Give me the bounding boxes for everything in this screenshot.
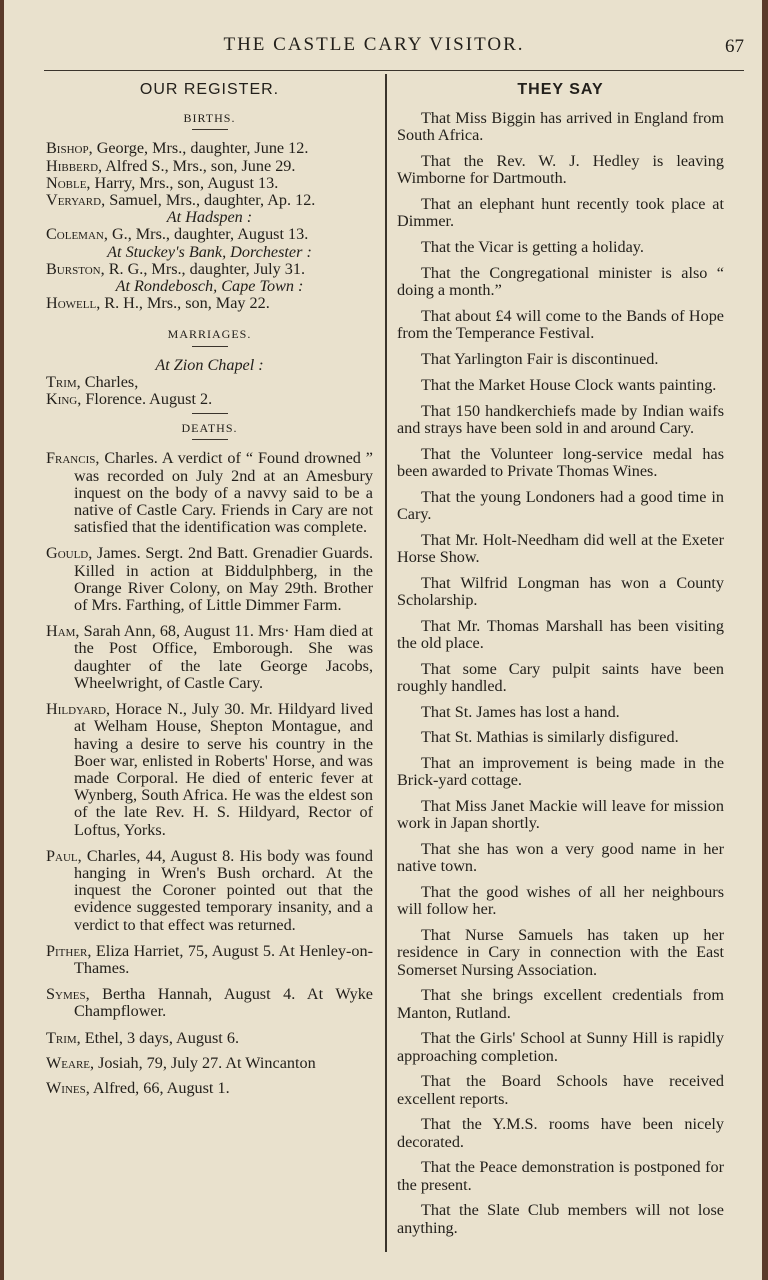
they-say-item: That the Board Schools have received excellent reports. <box>397 1072 724 1108</box>
marriage-entry: King, Florence. August 2. <box>46 390 213 409</box>
marriage-entry: Trim, Charles, <box>46 372 139 391</box>
marriages-heading: MARRIAGES. <box>167 327 252 342</box>
they-say-item: That Yarlington Fair is discontinued. <box>421 350 659 368</box>
death-entry: Trim, Ethel, 3 days, August 6. <box>46 1028 239 1047</box>
birth-entry: Bishop, George, Mrs., daughter, June 12. <box>46 139 309 158</box>
death-entry: Wines, Alfred, 66, August 1. <box>46 1078 230 1097</box>
magazine-page <box>4 0 762 1280</box>
death-entry: Francis, Charles. A verdict of “ Found drowned ” was recorded on July 2nd at an Amesbury inquest on the body of a navvy said to be a native of Castle Cary. Friends in Cary are not satisfied that the identification was complete. <box>46 449 373 537</box>
they-say-item: That Miss Janet Mackie will leave for mission work in Japan shortly. <box>397 797 724 833</box>
death-entry: Symes, Bertha Hannah, August 4. At Wyke Champflower. <box>46 985 373 1021</box>
deaths-heading: DEATHS. <box>181 421 238 436</box>
they-say-item: That an improvement is being made in the Brick-yard cottage. <box>397 754 724 790</box>
they-say-item: That Mr. Thomas Marshall has been visiting the old place. <box>397 616 724 652</box>
they-say-item: That Nurse Samuels has taken up her residence in Cary in connection with the East Somerset Nursing Association. <box>397 926 724 979</box>
magazine-title: THE CASTLE CARY VISITOR. <box>223 34 525 55</box>
birth-entry: Hibberd, Alfred S., Mrs., son, June 29. <box>46 156 296 175</box>
birth-place: At Hadspen : <box>166 208 253 227</box>
rule <box>192 346 228 347</box>
they-say-item: That the Rev. W. J. Hedley is leaving Wimborne for Dartmouth. <box>397 152 724 188</box>
they-say-item: That the Congregational minister is also “ doing a month.” <box>397 264 724 300</box>
death-entry: Ham, Sarah Ann, 68, August 11. Mrs· Ham died at the Post Office, Emborough. She was daughter of the late George Jacobs, Wheelwright, of Castle Cary. <box>46 622 373 692</box>
they-say-item: That she brings excellent credentials from Manton, Rutland. <box>397 986 724 1022</box>
they-say-item: That about £4 will come to the Bands of Hope from the Temperance Festival. <box>397 307 724 343</box>
they-say-item: That the Peace demonstration is postponed for the present. <box>397 1158 724 1194</box>
they-say-item: That the Slate Club members will not lose anything. <box>397 1201 724 1237</box>
birth-entry: Coleman, G., Mrs., daughter, August 13. <box>46 225 309 244</box>
page-header <box>44 30 744 71</box>
column-divider <box>385 74 387 1252</box>
register-heading: OUR REGISTER. <box>139 81 280 98</box>
death-entry: Hildyard, Horace N., July 30. Mr. Hildyard lived at Welham House, Shepton Montague, and having a desire to serve his country in the Boer war, enlisted in Roberts' Horse, and was made Corporal. He died of enteric fever at Wynberg, South Africa. He was the eldest son of the late Rev. H. S. Hildyard, Rector of Loftus, Yorks. <box>46 700 373 839</box>
they-say-item: That the Y.M.S. rooms have been nicely decorated. <box>397 1115 724 1151</box>
they-say-item: That an elephant hunt recently took place at Dimmer. <box>397 195 724 231</box>
birth-place: At Stuckey's Bank, Dorchester : <box>107 242 312 261</box>
they-say-item: That some Cary pulpit saints have been roughly handled. <box>397 659 724 695</box>
page-number: 67 <box>725 36 744 57</box>
register-column <box>46 78 373 1105</box>
they-say-item: That 150 handkerchiefs made by Indian waifs and strays have been sold in and around Cary. <box>397 401 724 437</box>
they-say-item: That the good wishes of all her neighbours will follow her. <box>397 883 724 919</box>
they-say-item: That she has won a very good name in her native town. <box>397 840 724 876</box>
birth-entry: Burston, R. G., Mrs., daughter, July 31. <box>46 259 305 278</box>
they-say-item: That the Market House Clock wants painting. <box>421 375 717 394</box>
they-say-heading: THEY SAY <box>517 81 604 98</box>
birth-entry: Noble, Harry, Mrs., son, August 13. <box>46 173 279 192</box>
they-say-item: That St. Mathias is similarly disfigured. <box>421 728 679 747</box>
birth-entry: Veryard, Samuel, Mrs., daughter, Ap. 12. <box>46 191 316 210</box>
marriage-place: At Zion Chapel : <box>155 355 264 374</box>
they-say-item: That Wilfrid Longman has won a County Scholarship. <box>397 573 724 609</box>
they-say-item: That the young Londoners had a good time in Cary. <box>397 487 724 523</box>
death-entry: Gould, James. Sergt. 2nd Batt. Grenadier Guards. Killed in action at Biddulphberg, in the Orange River Colony, on May 29th. Brother of Mrs. Farthing, of Little Dimmer Farm. <box>46 544 373 615</box>
they-say-item: That St. James has lost a hand. <box>421 702 620 721</box>
births-list <box>46 140 373 312</box>
death-entry: Paul, Charles, 44, August 8. His body was found hanging in Wren's Bush orchard. At the inquest the Coroner pointed out that the evidence suggested temporary insanity, and a verdict to that effect was returned. <box>46 846 373 934</box>
they-say-item: That the Volunteer long-service medal has been awarded to Private Thomas Wines. <box>397 444 724 480</box>
rule <box>192 413 228 414</box>
they-say-list <box>397 110 724 1237</box>
they-say-column <box>397 78 724 1245</box>
they-say-item: That Miss Biggin has arrived in England from South Africa. <box>397 109 724 145</box>
they-say-item: That Mr. Holt-Needham did well at the Exeter Horse Show. <box>397 530 724 566</box>
death-entry: Pither, Eliza Harriet, 75, August 5. At Henley-on-Thames. <box>46 941 373 977</box>
they-say-item: That the Vicar is getting a holiday. <box>421 238 644 257</box>
deaths-list <box>46 450 373 1097</box>
birth-entry: Howell, R. H., Mrs., son, May 22. <box>46 294 270 313</box>
they-say-item: That the Girls' School at Sunny Hill is rapidly approaching completion. <box>397 1029 724 1065</box>
rule <box>192 439 228 440</box>
rule <box>192 129 228 130</box>
births-heading: BIRTHS. <box>183 111 236 126</box>
birth-place: At Rondebosch, Cape Town : <box>115 277 304 296</box>
death-entry: Weare, Josiah, 79, July 27. At Wincanton <box>46 1053 316 1072</box>
